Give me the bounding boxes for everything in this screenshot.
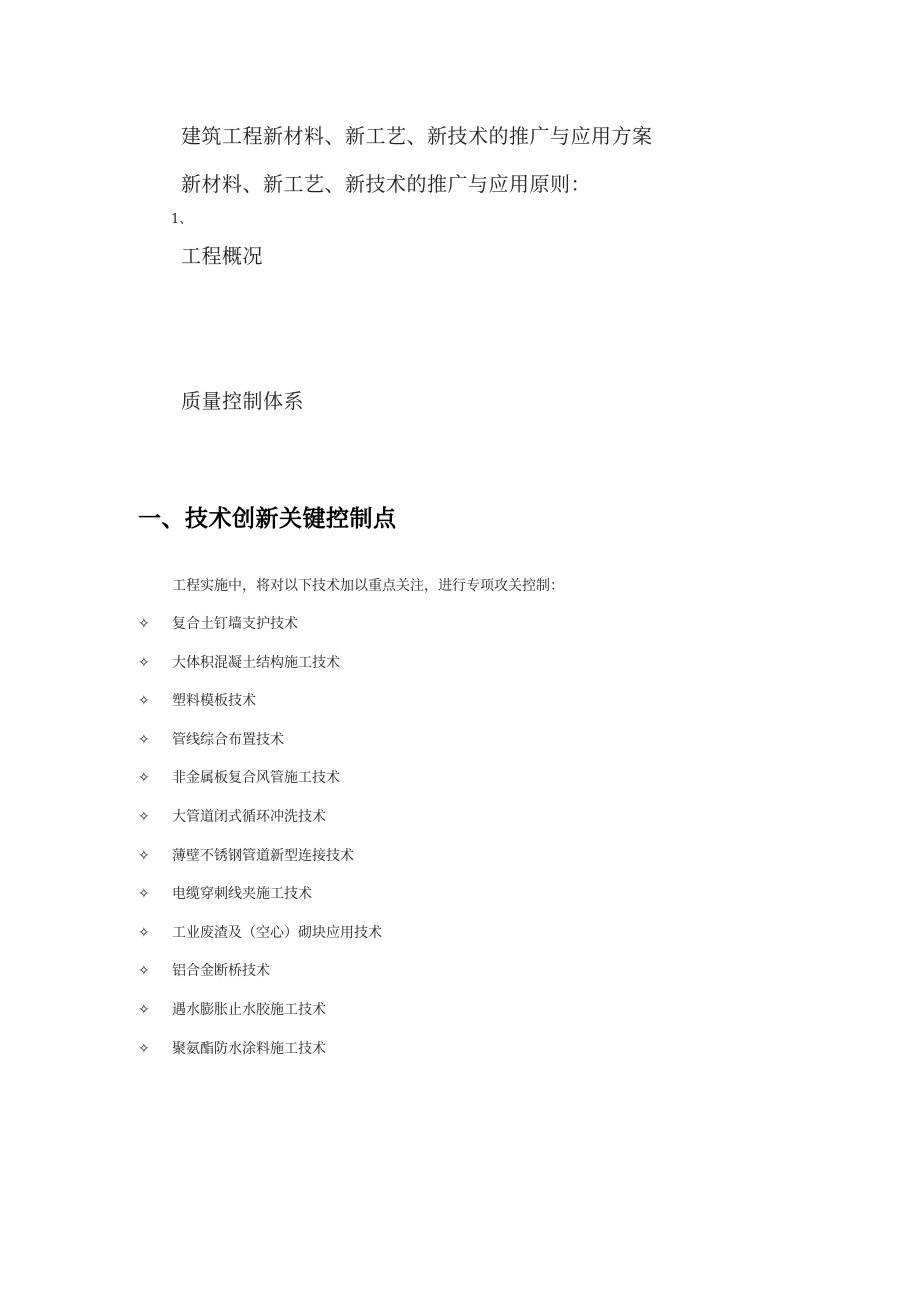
section-quality-control: 质量控制体系 [181,389,304,413]
star-bullet-icon: ✧ [138,693,150,710]
list-item [138,768,382,807]
list-item-label: 复合土钉墙支护技术 [172,616,298,632]
star-bullet-icon: ✧ [138,616,150,632]
star-bullet-icon: ✧ [138,886,150,903]
list-item-label: 铝合金断桥技术 [172,963,270,980]
star-bullet-icon: ✧ [138,924,150,941]
list-item-label: 聚氨酯防水涂料施工技术 [172,1040,326,1057]
list-item-label: 大体积混凝土结构施工技术 [172,654,340,671]
document-subtitle: 新材料、新工艺、新技术的推广与应用原则： [181,172,591,196]
list-item [138,807,382,846]
section-heading-tech-innovation: 一、技术创新关键控制点 [138,506,397,532]
list-item [138,730,382,769]
list-item-label: 塑料模板技术 [172,693,256,710]
list-item [138,1000,382,1039]
list-item [138,923,382,962]
star-bullet-icon: ✧ [138,731,150,748]
star-bullet-icon: ✧ [138,654,150,671]
section-project-overview: 工程概况 [181,244,263,268]
document-title: 建筑工程新材料、新工艺、新技术的推广与应用方案 [181,124,653,148]
list-item-label: 管线综合布置技术 [172,731,284,748]
list-item [138,691,382,730]
star-bullet-icon: ✧ [138,770,150,787]
key-technologies-list [138,614,382,1077]
list-item [138,884,382,923]
list-item-label: 非金属板复合风管施工技术 [172,770,340,787]
intro-paragraph: 工程实施中，将对以下技术加以重点关注，进行专项攻关控制： [172,578,564,594]
list-item [138,653,382,692]
list-item-label: 薄壁不锈钢管道新型连接技术 [172,847,354,864]
star-bullet-icon: ✧ [138,847,150,864]
star-bullet-icon: ✧ [138,808,150,825]
list-item [138,961,382,1000]
list-item [138,1039,382,1078]
star-bullet-icon: ✧ [138,1040,150,1057]
star-bullet-icon: ✧ [138,963,150,980]
list-item [138,614,382,653]
list-item-label: 工业废渣及（空心）砌块应用技术 [172,924,382,941]
star-bullet-icon: ✧ [138,1001,150,1018]
list-item-label: 电缆穿刺线夹施工技术 [172,886,312,903]
list-item-label: 大管道闭式循环冲洗技术 [172,808,326,825]
number-marker: 1、 [171,212,193,227]
list-item [138,846,382,885]
list-item-label: 遇水膨胀止水胶施工技术 [172,1001,326,1018]
